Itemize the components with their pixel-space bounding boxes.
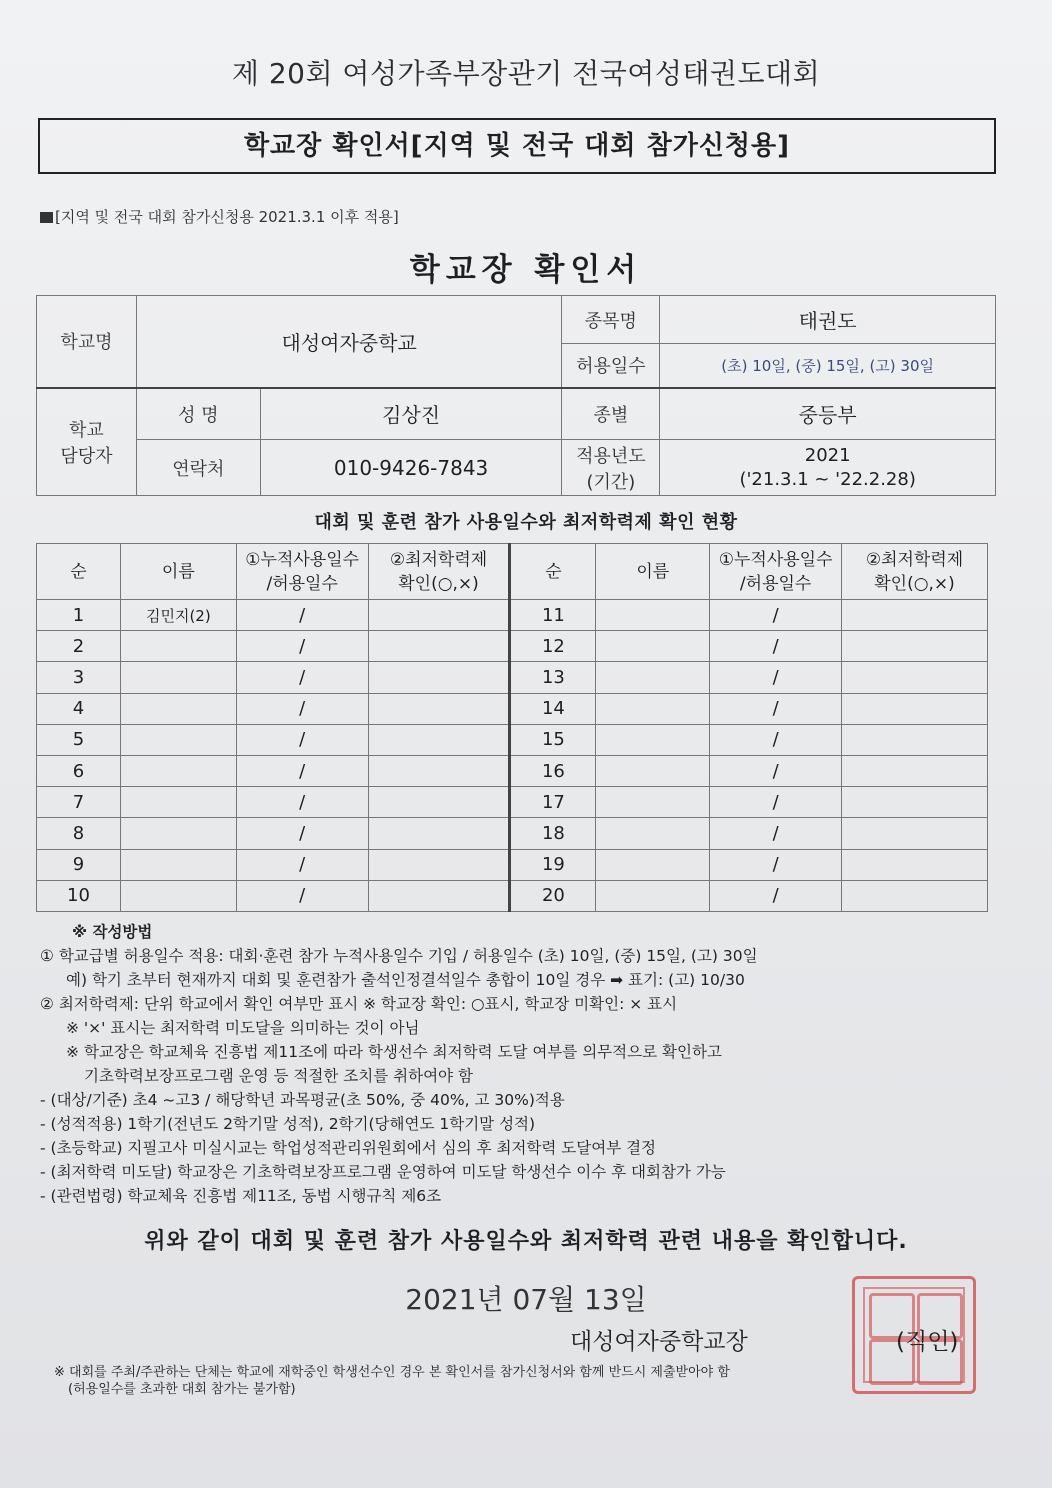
col-header-name: 이름 <box>596 544 710 600</box>
row-number: 17 <box>510 787 596 818</box>
days-cell: / <box>710 600 842 631</box>
academic-check-cell <box>368 818 510 849</box>
academic-check-cell <box>368 662 510 693</box>
student-name-cell <box>120 693 236 724</box>
academic-check-cell <box>842 849 988 880</box>
phone-label: 연락처 <box>136 440 260 496</box>
academic-check-cell <box>842 724 988 755</box>
student-name-cell <box>596 631 710 662</box>
days-cell: / <box>710 880 842 911</box>
row-number: 15 <box>510 724 596 755</box>
row-number: 4 <box>37 693 121 724</box>
academic-check-cell <box>368 880 510 911</box>
student-name-cell <box>596 724 710 755</box>
row-number: 7 <box>37 787 121 818</box>
student-name-cell <box>596 849 710 880</box>
year-label: 적용년도 (기간) <box>562 440 660 496</box>
note-line: 기초학력보장프로그램 운영 등 적절한 조치를 취하여야 함 <box>84 1067 473 1085</box>
academic-check-cell <box>842 600 988 631</box>
table-row <box>37 849 988 880</box>
row-number: 18 <box>510 818 596 849</box>
days-cell: / <box>236 818 368 849</box>
student-name-cell <box>120 724 236 755</box>
row-number: 9 <box>37 849 121 880</box>
table-row <box>37 631 988 662</box>
note-line: - (초등학교) 지필고사 미실시교는 학업성적관리위원회에서 심의 후 최저학력 도달여부 결정 <box>40 1139 657 1157</box>
phone-value: 010-9426-7843 <box>260 440 562 496</box>
col-header-academic: ②최저학력제 확인(○,×) <box>842 544 988 600</box>
form-title: 학교장 확인서 <box>409 252 643 288</box>
row-number: 10 <box>37 880 121 911</box>
allowed-days-value: (초) 10일, (중) 15일, (고) 30일 <box>660 344 996 388</box>
table-row <box>37 600 988 631</box>
student-name-cell <box>596 755 710 786</box>
student-name-cell <box>596 880 710 911</box>
name-label: 성 명 <box>136 388 260 440</box>
table-row <box>37 755 988 786</box>
days-cell: / <box>710 849 842 880</box>
col-header-academic: ②최저학력제 확인(○,×) <box>368 544 510 600</box>
row-number: 2 <box>37 631 121 662</box>
academic-check-cell <box>368 849 510 880</box>
note-line: ② 최저학력제: 단위 학교에서 확인 여부만 표시 ※ 학교장 확인: ○표시, 학교장 미확인: × 표시 <box>40 995 678 1013</box>
applicability-note: [지역 및 전국 대회 참가신청용 2021.3.1 이후 적용] <box>40 206 399 227</box>
days-cell: / <box>236 693 368 724</box>
student-name-cell <box>120 849 236 880</box>
row-number: 19 <box>510 849 596 880</box>
student-name-cell <box>120 787 236 818</box>
days-cell: / <box>710 787 842 818</box>
row-number: 3 <box>37 662 121 693</box>
note-line: 예) 학기 초부터 현재까지 대회 및 훈련참가 출석인정결석일수 총합이 10일 경우 ➡ 표기: (고) 10/30 <box>66 971 745 989</box>
event-title: 제 20회 여성가족부장관기 전국여성태권도대회 <box>231 57 821 90</box>
table-row <box>37 787 988 818</box>
section-heading: 대회 및 훈련 참가 사용일수와 최저학력제 확인 현황 <box>314 512 738 533</box>
note-line: - (성적적용) 1학기(전년도 2학기말 성적), 2학기(당해연도 1학기말 성적) <box>40 1115 536 1133</box>
academic-check-cell <box>368 787 510 818</box>
issue-date: 2021년 07월 13일 <box>405 1283 647 1316</box>
academic-check-cell <box>842 818 988 849</box>
row-number: 6 <box>37 755 121 786</box>
academic-check-cell <box>842 693 988 724</box>
event-value: 태권도 <box>660 296 996 344</box>
student-name-cell <box>596 818 710 849</box>
academic-check-cell <box>368 724 510 755</box>
col-header-name: 이름 <box>120 544 236 600</box>
academic-check-cell <box>368 755 510 786</box>
student-name-cell <box>120 880 236 911</box>
division-value: 중등부 <box>660 388 996 440</box>
square-bullet-icon <box>40 212 53 223</box>
student-name-cell <box>596 787 710 818</box>
row-number: 12 <box>510 631 596 662</box>
days-cell: / <box>236 631 368 662</box>
col-header-days: ①누적사용일수 /허용일수 <box>236 544 368 600</box>
student-name-cell <box>120 662 236 693</box>
academic-check-cell <box>842 755 988 786</box>
row-number: 16 <box>510 755 596 786</box>
student-name-cell <box>120 631 236 662</box>
days-cell: / <box>236 600 368 631</box>
days-cell: / <box>710 818 842 849</box>
days-cell: / <box>236 849 368 880</box>
row-number: 13 <box>510 662 596 693</box>
row-number: 11 <box>510 600 596 631</box>
school-contact-label: 학교 담당자 <box>37 388 137 496</box>
row-number: 1 <box>37 600 121 631</box>
days-cell: / <box>710 755 842 786</box>
seal-mark: (직인) <box>896 1329 959 1355</box>
days-cell: / <box>236 787 368 818</box>
student-name-cell <box>596 693 710 724</box>
note-line: - (최저학력 미도달) 학교장은 기초학력보장프로그램 운영하여 미도달 학생선수 이수 후 대회참가 가능 <box>40 1163 726 1181</box>
table-row <box>37 818 988 849</box>
year-value: 2021 ('21.3.1 ~ '22.2.28) <box>660 440 996 496</box>
academic-check-cell <box>842 880 988 911</box>
confirmation-statement: 위와 같이 대회 및 훈련 참가 사용일수와 최저학력 관련 내용을 확인합니다. <box>144 1229 908 1254</box>
instructions <box>40 920 1000 1208</box>
academic-check-cell <box>842 631 988 662</box>
academic-check-cell <box>368 600 510 631</box>
days-cell: / <box>710 631 842 662</box>
academic-check-cell <box>842 662 988 693</box>
footer-note: ※ 대회를 주최/주관하는 단체는 학교에 재학중인 학생선수인 경우 본 확인서를 참가신청서와 함께 반드시 제출받아야 함 (허용일수를 초과한 대회 참가는 불가함) <box>54 1365 730 1397</box>
table-row <box>37 724 988 755</box>
row-number: 8 <box>37 818 121 849</box>
contact-name-value: 김상진 <box>260 388 562 440</box>
note-line: ※ 학교장은 학교체육 진흥법 제11조에 따라 학생선수 최저학력 도달 여부를 의무적으로 확인하고 <box>66 1043 722 1061</box>
event-label: 종목명 <box>562 296 660 344</box>
row-number: 20 <box>510 880 596 911</box>
days-cell: / <box>710 693 842 724</box>
document-title: 학교장 확인서[지역 및 전국 대회 참가신청용] <box>38 118 996 174</box>
days-cell: / <box>236 880 368 911</box>
days-cell: / <box>236 755 368 786</box>
note-line: - (관련법령) 학교체육 진흥법 제11조, 동법 시행규칙 제6조 <box>40 1187 442 1205</box>
days-cell: / <box>710 724 842 755</box>
table-row <box>37 693 988 724</box>
student-name-cell <box>596 600 710 631</box>
academic-check-cell <box>368 631 510 662</box>
table-row <box>37 662 988 693</box>
table-row <box>37 880 988 911</box>
school-name-value: 대성여자중학교 <box>136 296 562 388</box>
note-line: - (대상/기준) 초4 ~고3 / 해당학년 과목평균(초 50%, 중 40%, 고 30%)적용 <box>40 1091 565 1109</box>
principal-name: 대성여자중학교장 <box>570 1329 748 1355</box>
division-label: 종별 <box>562 388 660 440</box>
days-cell: / <box>710 662 842 693</box>
student-name-cell <box>120 755 236 786</box>
student-name-cell <box>120 818 236 849</box>
instructions-title: ※ 작성방법 <box>72 923 153 941</box>
note-line: ① 학교급별 허용일수 적용: 대회·훈련 참가 누적사용일수 기입 / 허용일수 (초) 10일, (중) 15일, (고) 30일 <box>40 947 758 965</box>
note-line: ※ '×' 표시는 최저학력 미도달을 의미하는 것이 아님 <box>66 1019 420 1037</box>
info-table <box>36 295 996 496</box>
school-name-label: 학교명 <box>37 296 137 388</box>
days-cell: / <box>236 724 368 755</box>
allowed-days-label: 허용일수 <box>562 344 660 388</box>
student-name-cell <box>596 662 710 693</box>
participation-table <box>36 543 988 912</box>
academic-check-cell <box>368 693 510 724</box>
col-header-days: ①누적사용일수 /허용일수 <box>710 544 842 600</box>
row-number: 14 <box>510 693 596 724</box>
academic-check-cell <box>842 787 988 818</box>
col-header-no: 순 <box>510 544 596 600</box>
days-cell: / <box>236 662 368 693</box>
row-number: 5 <box>37 724 121 755</box>
student-name-cell: 김민지(2) <box>120 600 236 631</box>
col-header-no: 순 <box>37 544 121 600</box>
